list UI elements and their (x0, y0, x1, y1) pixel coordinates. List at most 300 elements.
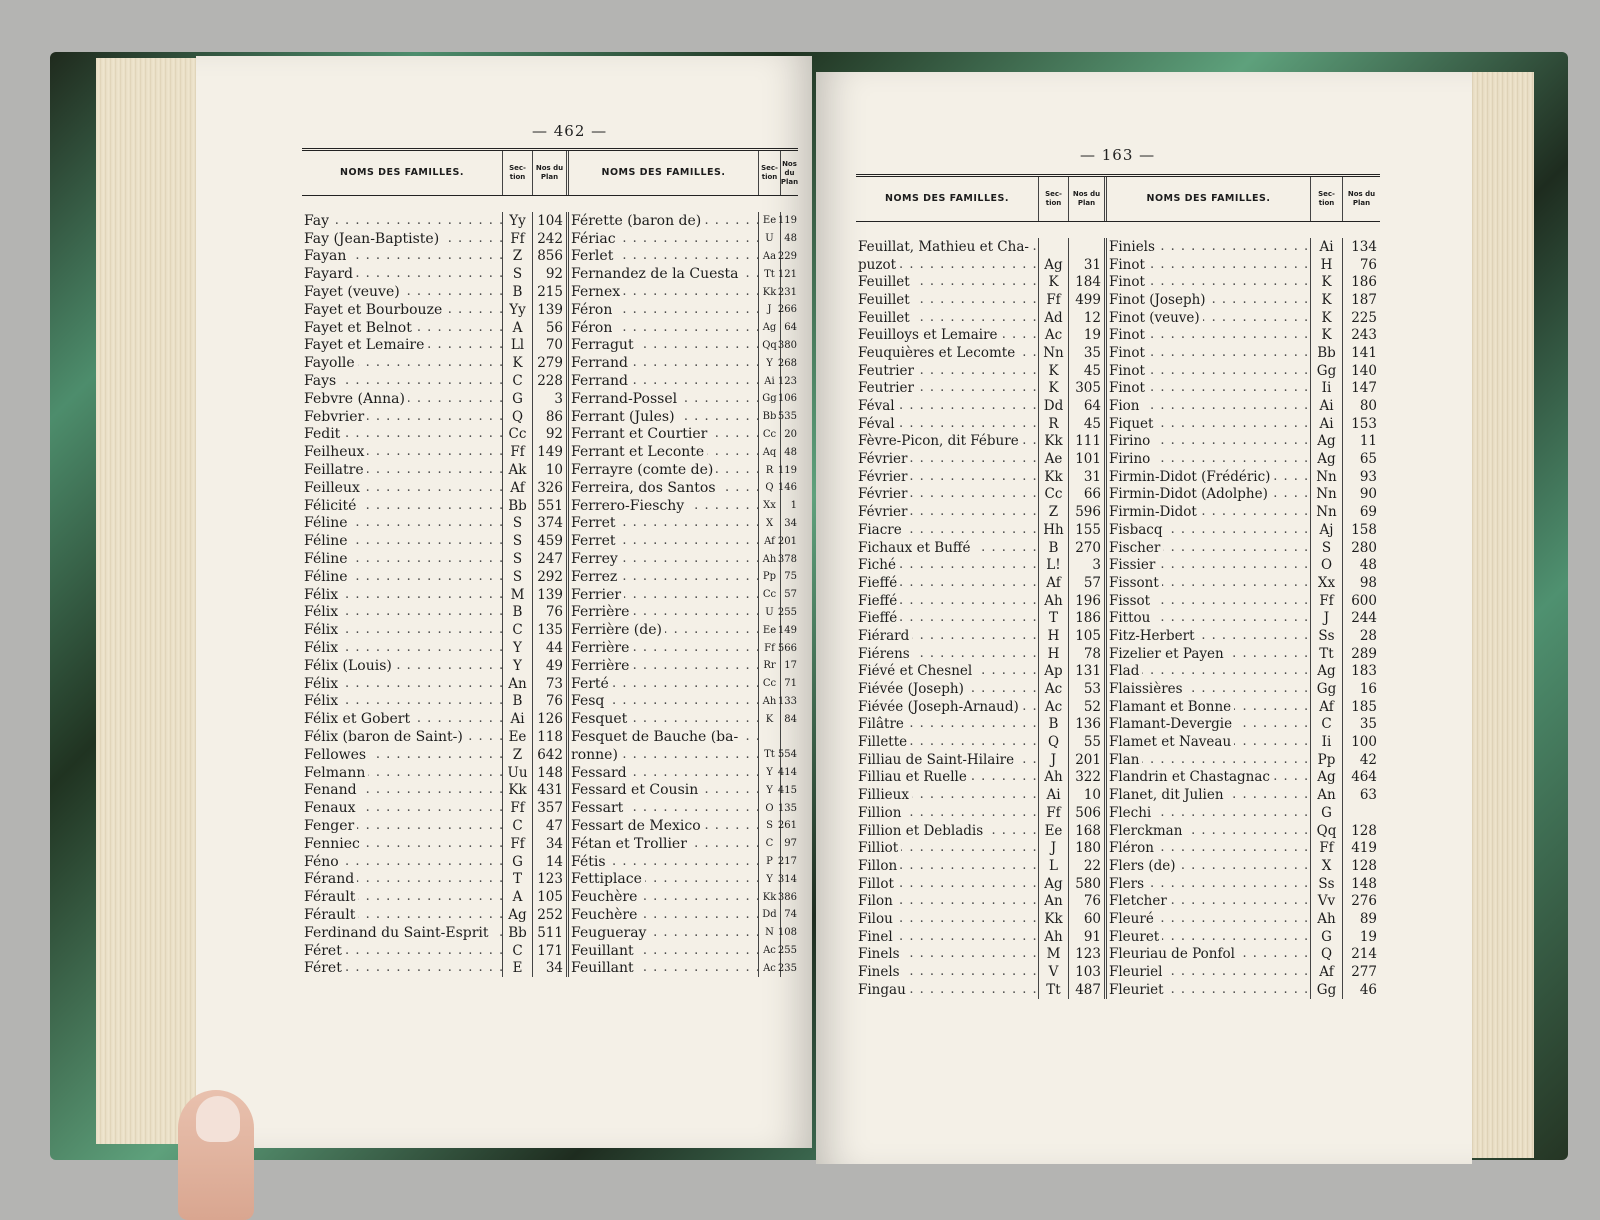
family-name: Fèvre-Picon, dit Fébure (858, 433, 1022, 449)
table-row (856, 627, 1104, 645)
table-row (856, 326, 1104, 344)
plan-number-cell: 104 (532, 212, 566, 230)
plan-number-cell: 201 (1068, 751, 1104, 769)
plan-number-cell: 139 (532, 586, 566, 604)
section-cell: Ss (1310, 627, 1342, 645)
table-row (302, 390, 566, 408)
family-name: Félix et Gobert (304, 711, 413, 727)
section-cell: C (502, 372, 532, 390)
section-cell: G (502, 853, 532, 871)
plan-number-cell: 357 (532, 799, 566, 817)
family-name-cell (569, 765, 758, 781)
table-row (856, 875, 1104, 893)
plan-number-cell: 566 (780, 639, 798, 657)
family-name-cell (856, 380, 1038, 396)
plan-number-cell: 141 (1342, 344, 1380, 362)
section-cell: Y (758, 782, 780, 800)
family-name-cell (856, 840, 1038, 856)
table-row (1107, 769, 1380, 787)
family-name-cell (569, 266, 758, 282)
section-cell: Ag (1310, 450, 1342, 468)
family-name-cell (302, 231, 502, 247)
family-name: Feillatre (304, 462, 367, 478)
plan-number-cell: 17 (780, 657, 798, 675)
section-cell: Y (758, 354, 780, 372)
section-cell: O (758, 799, 780, 817)
section-cell: Ag (1310, 663, 1342, 681)
family-name-cell (1107, 363, 1310, 379)
plan-number-cell: 277 (1342, 963, 1380, 981)
table-row (302, 853, 566, 871)
family-name: Fiérens (858, 646, 913, 662)
section-cell: G (1310, 928, 1342, 946)
plan-number-cell: 76 (1068, 892, 1104, 910)
table-row (569, 319, 798, 337)
section-cell: An (1310, 786, 1342, 804)
table-row (856, 486, 1104, 504)
family-name-cell (856, 805, 1038, 821)
section-cell: B (1038, 716, 1068, 734)
family-name: Fétan et Trollier (571, 836, 690, 852)
family-name: Filâtre (858, 716, 907, 732)
family-name-cell (302, 889, 502, 905)
family-name: Finot (1109, 274, 1148, 290)
section-cell: Dd (1038, 397, 1068, 415)
family-name: Féret (304, 943, 345, 959)
family-name-cell (856, 486, 1038, 502)
table-row (1107, 839, 1380, 857)
family-name-cell (856, 239, 1038, 255)
family-name: Fenger (304, 818, 357, 834)
plan-number-cell: 242 (532, 230, 566, 248)
plan-number-cell: 69 (1342, 503, 1380, 521)
family-name: Ferrière (571, 658, 632, 674)
family-name: Ferrero-Fieschy (571, 498, 687, 514)
family-name-cell (302, 266, 502, 282)
plan-number-cell: 10 (1068, 786, 1104, 804)
plan-number-cell: 48 (1342, 556, 1380, 574)
family-name: Finot (1109, 327, 1148, 343)
section-cell: B (502, 604, 532, 622)
family-name-cell (1107, 752, 1310, 768)
plan-number-cell: 105 (1068, 627, 1104, 645)
section-cell: Kk (1038, 910, 1068, 928)
table-row (1107, 680, 1380, 698)
table-row (302, 319, 566, 337)
table-row (1107, 291, 1380, 309)
family-name-cell (302, 480, 502, 496)
family-name: Ferrez (571, 569, 620, 585)
family-name: Février (858, 451, 910, 467)
section-cell: S (502, 515, 532, 533)
table-row (1107, 344, 1380, 362)
plan-number-cell: 289 (1342, 645, 1380, 663)
family-name: Finot (1109, 345, 1148, 361)
section-cell: Ff (1310, 592, 1342, 610)
family-name-cell (1107, 893, 1310, 909)
family-name-cell (1107, 663, 1310, 679)
header-section: Sec-tion (502, 151, 532, 195)
family-name-cell (1107, 292, 1310, 308)
family-name-cell (856, 964, 1038, 980)
table-row (302, 497, 566, 515)
family-name-cell (302, 765, 502, 781)
section-cell: Ac (1038, 680, 1068, 698)
plan-number-cell: 380 (780, 337, 798, 355)
family-name-cell (302, 248, 502, 264)
table-row (569, 675, 798, 693)
section-cell: Qq (1310, 822, 1342, 840)
family-name-cell (569, 747, 758, 763)
plan-number-cell: 93 (1342, 468, 1380, 486)
section-cell: Tt (1038, 981, 1068, 999)
table-row (1107, 663, 1380, 681)
section-cell: H (1038, 627, 1068, 645)
plan-number-cell: 378 (780, 550, 798, 568)
table-row (302, 639, 566, 657)
section-cell: Aa (758, 248, 780, 266)
family-name: Flaissières (1109, 681, 1186, 697)
section-cell: Ai (758, 372, 780, 390)
section-cell: Af (758, 532, 780, 550)
section-cell: An (1038, 892, 1068, 910)
plan-number-cell: 3 (1068, 556, 1104, 574)
section-cell: Yy (502, 212, 532, 230)
table-row (1107, 946, 1380, 964)
table-row (302, 426, 566, 444)
section-cell: Y (502, 639, 532, 657)
family-name: Finels (858, 964, 903, 980)
plan-number-cell: 149 (532, 443, 566, 461)
table-row (569, 390, 798, 408)
plan-number-cell: 84 (780, 710, 798, 728)
section-cell: Ah (1038, 769, 1068, 787)
section-cell: Aq (758, 443, 780, 461)
plan-number-cell: 314 (780, 870, 798, 888)
family-name-cell (856, 787, 1038, 803)
family-name: Firmin-Didot (Frédéric) (1109, 469, 1273, 485)
table-row (856, 362, 1104, 380)
family-name-cell (302, 622, 502, 638)
plan-number-cell: 168 (1068, 822, 1104, 840)
plan-number-cell: 225 (1342, 309, 1380, 327)
family-name-cell (569, 889, 758, 905)
section-cell: Ai (1310, 397, 1342, 415)
section-cell: Ii (1310, 380, 1342, 398)
section-cell: Ai (1310, 415, 1342, 433)
family-name: Flechi (1109, 805, 1154, 821)
family-name-cell (302, 640, 502, 656)
table-row (302, 568, 566, 586)
table-row (569, 283, 798, 301)
family-name: Filliau de Saint-Hilaire (858, 752, 1017, 768)
table-row (1107, 716, 1380, 734)
table-row (302, 870, 566, 888)
section-cell: Gg (1310, 362, 1342, 380)
section-cell: O (1310, 556, 1342, 574)
plan-number-cell: 19 (1342, 928, 1380, 946)
plan-number-cell: 35 (1068, 344, 1104, 362)
family-name-cell (1107, 805, 1310, 821)
plan-number-cell: 45 (1068, 362, 1104, 380)
table-row (856, 963, 1104, 981)
family-name-cell (569, 533, 758, 549)
header-section: Sec-tion (758, 151, 780, 195)
section-cell: Cc (758, 586, 780, 604)
table-row (569, 532, 798, 550)
plan-number-cell (1342, 804, 1380, 822)
family-name: Ferragut (571, 337, 637, 353)
family-name-cell (569, 248, 758, 264)
plan-number-cell: 580 (1068, 875, 1104, 893)
table-row (856, 981, 1104, 999)
section-cell: H (1310, 256, 1342, 274)
table-row (569, 550, 798, 568)
plan-number-cell: 196 (1068, 592, 1104, 610)
family-name-cell (302, 284, 502, 300)
table-row (1107, 963, 1380, 981)
family-name: Féval (858, 398, 898, 414)
plan-number-cell: 270 (1068, 539, 1104, 557)
table-row (1107, 486, 1380, 504)
plan-number-cell: 155 (1068, 521, 1104, 539)
table-row (856, 892, 1104, 910)
family-name-cell (856, 451, 1038, 467)
plan-number-cell: 186 (1068, 609, 1104, 627)
plan-number-cell: 31 (1068, 256, 1104, 274)
family-name: Fedit (304, 426, 343, 442)
family-name-cell (302, 355, 502, 371)
plan-number-cell: 123 (1068, 946, 1104, 964)
section-cell: Hh (1038, 521, 1068, 539)
table-row (302, 212, 566, 230)
section-cell: Ag (1310, 769, 1342, 787)
section-cell: Ag (1310, 433, 1342, 451)
section-cell: Ah (1310, 910, 1342, 928)
family-name: Félix (304, 676, 341, 692)
section-cell: Ai (1038, 786, 1068, 804)
family-name: Flamant et Bonne (1109, 699, 1234, 715)
family-name: Féline (304, 569, 351, 585)
table-row (569, 354, 798, 372)
family-name: Féval (858, 416, 898, 432)
plan-number-cell: 292 (532, 568, 566, 586)
family-name-cell (569, 943, 758, 959)
family-name: Fesquet de Bauche (ba- (571, 729, 741, 745)
section-cell: Yy (502, 301, 532, 319)
table-row (1107, 256, 1380, 274)
family-name: Feuillet (858, 292, 913, 308)
table-row (856, 380, 1104, 398)
family-name: puzot (858, 257, 899, 273)
plan-number-cell: 52 (1068, 698, 1104, 716)
table-row (569, 693, 798, 711)
family-name: Ferrand-Possel (571, 391, 680, 407)
plan-number-cell: 11 (1342, 433, 1380, 451)
family-name: Fleuré (1109, 911, 1157, 927)
page-number: — 462 — (532, 122, 608, 140)
section-cell: Q (1310, 946, 1342, 964)
family-name: Fernandez de la Cuesta (571, 266, 742, 282)
family-name-cell (1107, 628, 1310, 644)
family-name-cell (302, 854, 502, 870)
table-row (1107, 539, 1380, 557)
table-header (302, 148, 798, 196)
table-row (302, 888, 566, 906)
table-row (569, 870, 798, 888)
table-row (856, 309, 1104, 327)
table-row (569, 764, 798, 782)
family-name: Ferrier (571, 587, 624, 603)
section-cell: R (758, 461, 780, 479)
table-column-right (1104, 238, 1380, 999)
plan-number-cell: 56 (532, 319, 566, 337)
table-row (569, 461, 798, 479)
section-cell: Ag (1038, 256, 1068, 274)
plan-number-cell: 186 (1342, 273, 1380, 291)
table-row (569, 408, 798, 426)
family-name: Febvre (Anna) (304, 391, 408, 407)
plan-number-cell: 180 (1068, 839, 1104, 857)
table-row (1107, 857, 1380, 875)
family-name: Félix (304, 622, 341, 638)
section-cell: S (502, 568, 532, 586)
plan-number-cell: 44 (532, 639, 566, 657)
table-row (1107, 309, 1380, 327)
plan-number-cell: 48 (780, 443, 798, 461)
family-name: Feuillat, Mathieu et Cha- (858, 239, 1032, 255)
table-row (856, 946, 1104, 964)
table-row (569, 372, 798, 390)
family-name: Feuquières et Lecomte (858, 345, 1018, 361)
family-name-cell (856, 540, 1038, 556)
family-name-cell (856, 469, 1038, 485)
family-name-cell (856, 699, 1038, 715)
plan-number-cell: 121 (780, 265, 798, 283)
plan-number-cell: 139 (532, 301, 566, 319)
family-name-cell (302, 818, 502, 834)
section-cell: Z (1038, 503, 1068, 521)
header-names: NOMS DES FAMILLES. (1104, 177, 1310, 221)
family-name-cell (302, 747, 502, 763)
family-name-cell (569, 480, 758, 496)
family-name-cell (1107, 610, 1310, 626)
section-cell: B (502, 283, 532, 301)
section-cell: U (758, 230, 780, 248)
family-name: Finot (Joseph) (1109, 292, 1209, 308)
family-name: Féno (304, 854, 342, 870)
plan-number-cell: 80 (1342, 397, 1380, 415)
family-name-cell (302, 658, 502, 674)
family-name: Fayolle (304, 355, 358, 371)
plan-number-cell: 126 (532, 710, 566, 728)
section-cell: Ag (1038, 875, 1068, 893)
section-cell: Kk (502, 782, 532, 800)
section-cell: Nn (1310, 468, 1342, 486)
table-row (302, 942, 566, 960)
section-cell: Ff (758, 639, 780, 657)
plan-number-cell: 305 (1068, 380, 1104, 398)
family-name-cell (856, 433, 1038, 449)
plan-number-cell: 600 (1342, 592, 1380, 610)
family-name: Félicité (304, 498, 359, 514)
section-cell: M (502, 586, 532, 604)
section-cell: Ff (502, 230, 532, 248)
plan-number-cell: 92 (532, 426, 566, 444)
table-row (569, 959, 798, 977)
family-name: Fiché (858, 557, 899, 573)
header-names: NOMS DES FAMILLES. (566, 151, 758, 195)
family-name: Férault (304, 907, 358, 923)
table-row (569, 710, 798, 728)
section-cell: Z (502, 248, 532, 266)
section-cell: Ah (758, 550, 780, 568)
family-name-cell (302, 711, 502, 727)
section-cell: C (758, 835, 780, 853)
section-cell: Pp (1310, 751, 1342, 769)
table-row (856, 291, 1104, 309)
section-cell: Ap (1038, 663, 1068, 681)
table-row (569, 212, 798, 230)
family-name-cell (856, 681, 1038, 697)
family-name: Flanet, dit Julien (1109, 787, 1227, 803)
plan-number-cell: 65 (1342, 450, 1380, 468)
family-name: Ferret (571, 515, 619, 531)
table-row (302, 301, 566, 319)
header-plan: Nos du Plan (780, 151, 798, 195)
table-row (302, 764, 566, 782)
table-row (1107, 380, 1380, 398)
table-row (569, 426, 798, 444)
family-name: Fay (Jean-Baptiste) (304, 231, 442, 247)
section-cell: Ff (502, 835, 532, 853)
family-name: Feuillant (571, 960, 637, 976)
plan-number-cell: 128 (1342, 857, 1380, 875)
family-name-cell (856, 716, 1038, 732)
plan-number-cell: 252 (532, 906, 566, 924)
plan-number-cell: 235 (780, 959, 798, 977)
table-row (1107, 627, 1380, 645)
header-plan: Nos du Plan (532, 151, 566, 195)
table-row (1107, 397, 1380, 415)
family-name: Feilleux (304, 480, 363, 496)
family-name: Fettiplace (571, 871, 645, 887)
family-name-cell (302, 925, 502, 941)
family-name: Féline (304, 515, 351, 531)
family-name: Féline (304, 551, 351, 567)
table-row (302, 337, 566, 355)
plan-number-cell: 135 (532, 621, 566, 639)
plan-number-cell: 148 (1342, 875, 1380, 893)
family-name: Ferté (571, 676, 612, 692)
table-row (302, 710, 566, 728)
plan-number-cell: 201 (780, 532, 798, 550)
section-cell: Nn (1310, 486, 1342, 504)
family-name-cell (569, 373, 758, 389)
section-cell: Nn (1038, 344, 1068, 362)
section-cell: An (502, 675, 532, 693)
section-cell: Kk (758, 888, 780, 906)
family-name: Feuillant (571, 943, 637, 959)
section-cell: S (502, 265, 532, 283)
family-name-cell (856, 327, 1038, 343)
section-cell: H (1038, 645, 1068, 663)
plan-number-cell: 261 (780, 817, 798, 835)
family-name-cell (569, 711, 758, 727)
section-cell: L! (1038, 556, 1068, 574)
section-cell: S (758, 817, 780, 835)
family-name-cell (856, 663, 1038, 679)
